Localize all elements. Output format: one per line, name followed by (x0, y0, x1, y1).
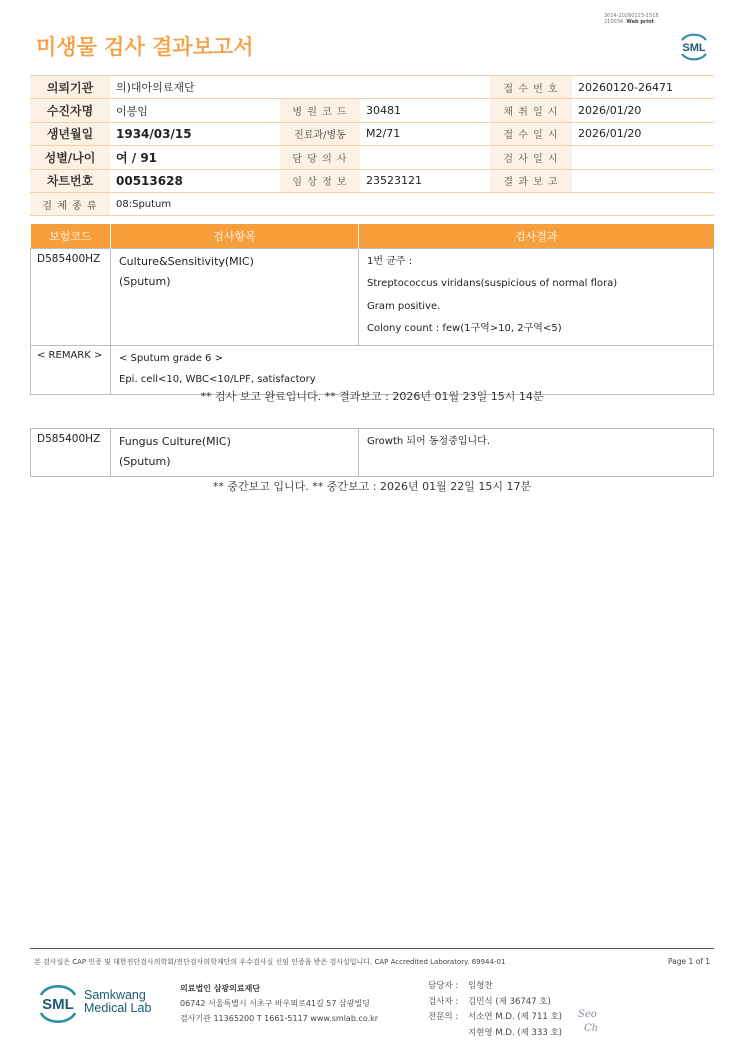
collect-date-value: 2026/01/20 (572, 99, 714, 122)
agency-label: 의뢰기관 (30, 76, 110, 99)
hospital-code-label: 병 원 코 드 (280, 99, 360, 122)
result-line: 1번 균주 : (367, 255, 413, 267)
accreditation-note: 본 검사실은 CAP 인증 및 대한진단검사의학회/진단검사의학재단의 우수검사실 신임 인증을 받은 검사실입니다. CAP Accredited Laboratory. 69944-01 (34, 958, 506, 966)
test-code: D585400HZ (31, 429, 111, 477)
test-item-name: Culture&Sensitivity(MIC) (119, 254, 254, 268)
sex-age-label: 성별/나이 (30, 146, 110, 169)
birth-label: 생년월일 (30, 122, 110, 145)
info-row (30, 169, 714, 192)
result-line: Streptococcus viridans(suspicious of normal flora) (367, 278, 618, 289)
info-row (30, 192, 714, 215)
signature-1: Seo (578, 1009, 597, 1020)
staff-row (428, 979, 562, 995)
staff-name: 지현영 M.D. (제 333 호) (468, 1027, 563, 1038)
interim-status: ** 중간보고 입니다. ** 중간보고 : 2026년 01월 22일 15시 17분 (212, 480, 532, 493)
collect-date-label: 채 취 일 시 (490, 99, 572, 122)
org-name: 의료법인 삼광의료재단 (180, 984, 261, 993)
name-value: 이봉임 (110, 99, 280, 122)
result-line: Gram positive. (367, 300, 441, 312)
receipt-date-value: 2026/01/20 (572, 122, 714, 145)
brand-line1: Samkwang (84, 988, 146, 1002)
staff-name: 임형찬 (468, 981, 493, 991)
footer-logo-text: SML (42, 996, 74, 1013)
staff-list (428, 979, 562, 1041)
staff-name: 서소연 M.D. (제 711 호) (468, 1012, 563, 1022)
birth-value: 1934/03/15 (110, 122, 280, 145)
brand-name (84, 989, 151, 1015)
patient-info-table (30, 75, 714, 216)
doctor-label: 담 당 의 사 (280, 146, 360, 169)
remark-label: < REMARK > (31, 345, 111, 394)
test-result (359, 248, 714, 345)
test-result: Growth 되어 동정중입니다. (359, 429, 714, 477)
test-date-label: 검 사 일 시 (490, 146, 572, 169)
doctor-value (360, 146, 490, 169)
info-row (30, 99, 714, 122)
fungus-result-table (30, 428, 714, 477)
receipt-no-value: 20260120-26471 (572, 76, 714, 99)
staff-role (428, 1026, 468, 1042)
staff-name: 김민식 (제 36747 호) (468, 996, 551, 1007)
org-contact: 검사기관 11365200 T 1661-5117 www.smlab.co.kr (180, 1014, 379, 1023)
info-row (30, 76, 714, 99)
report-status: ** 검사 보고 완료입니다. ** 결과보고 : 2026년 01월 23일 15시 14분 (200, 390, 544, 403)
page-title: 미생물 검사 결과보고서 (36, 35, 254, 59)
remark-text (111, 345, 714, 394)
page-number: Page 1 of 1 (668, 957, 711, 966)
logo-text: SML (682, 42, 706, 54)
chart-label: 차트번호 (30, 169, 110, 192)
brand-line2: Medical Lab (84, 1001, 152, 1015)
sex-age-value: 여 / 91 (110, 146, 280, 169)
dept-value: M2/71 (360, 122, 490, 145)
staff-role: 검사자 : (428, 996, 459, 1007)
test-item-specimen: (Sputum) (119, 455, 171, 468)
signature (578, 1008, 598, 1036)
header-code: 보험코드 (31, 224, 111, 248)
test-code: D585400HZ (31, 248, 111, 345)
receipt-date-label: 접 수 일 시 (490, 122, 572, 145)
stamp-line1: 3014-20260123-1518 (604, 13, 659, 19)
report-value (572, 169, 714, 192)
result-header-row (31, 224, 714, 248)
staff-role: 담당자 : (428, 981, 459, 991)
staff-role: 전문의 : (428, 1012, 459, 1022)
staff-row (428, 1026, 562, 1042)
receipt-no-label: 접 수 번 호 (490, 76, 572, 99)
sml-logo-icon (676, 30, 712, 62)
organization-info (180, 981, 378, 1026)
report-label: 결 과 보 고 (490, 169, 572, 192)
staff-row (428, 1010, 562, 1026)
specimen-label: 검 체 종 류 (30, 192, 110, 215)
staff-row (428, 995, 562, 1011)
test-item-specimen: (Sputum) (119, 274, 171, 288)
specimen-value: 08:Sputum (110, 192, 714, 215)
clinical-label: 임 상 정 보 (280, 169, 360, 192)
info-row (30, 146, 714, 169)
test-item (111, 248, 359, 345)
test-date-value (572, 146, 714, 169)
culture-result-table (30, 224, 714, 395)
header-item: 검사항목 (111, 224, 359, 248)
remark-line: < Sputum grade 6 > (119, 352, 223, 364)
clinical-value: 23523121 (360, 169, 490, 192)
header-result: 검사결과 (359, 224, 714, 248)
test-item (111, 429, 359, 477)
org-address: 06742 서울특별시 서초구 바우뫼로41길 57 삼광빌딩 (180, 999, 370, 1008)
result-row (31, 248, 714, 345)
stamp-line2: 210034 (604, 19, 624, 25)
info-row (30, 122, 714, 145)
hospital-code-value: 30481 (360, 99, 490, 122)
remark-line: Epi. cell<10, WBC<10/LPF, satisfactory (119, 373, 316, 385)
name-label: 수진자명 (30, 99, 110, 122)
web-print-label: Web print (626, 19, 655, 25)
footer-divider (30, 948, 714, 949)
chart-value: 00513628 (110, 169, 280, 192)
result-row (31, 429, 714, 477)
agency-value: 의)대아의료재단 (110, 76, 490, 99)
signature-2: Ch (584, 1023, 599, 1034)
remark-row (31, 345, 714, 394)
result-line: Colony count : few(1구역>10, 2구역<5) (367, 323, 562, 334)
test-item-name: Fungus Culture(MIC) (119, 435, 231, 448)
print-stamp (604, 13, 684, 25)
samkwang-logo-icon (36, 980, 80, 1026)
dept-label: 진료과/병동 (280, 122, 360, 145)
